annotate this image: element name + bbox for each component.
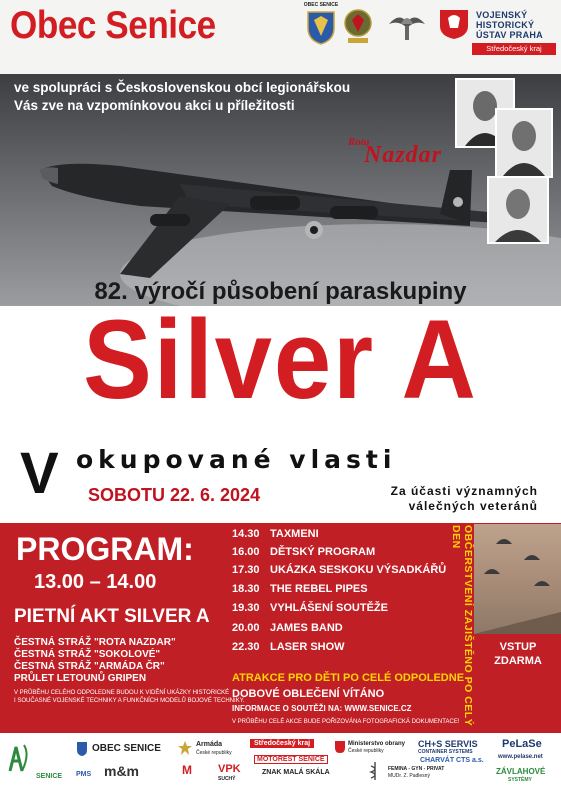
sponsor-charvat: CHARVÁT CTS a.s. (420, 757, 484, 764)
attraction-note: ATRAKCE PRO DĚTI PO CELÉ ODPOLEDNE (232, 672, 465, 684)
sponsor-strip (0, 733, 561, 792)
paratroopers-photo (474, 524, 561, 634)
soldier-portrait-icon (489, 178, 547, 242)
honor-guard-3: ČESTNÁ STRÁŽ "ARMÁDA ČR" (14, 661, 165, 672)
caduceus-icon (368, 761, 382, 781)
sponsor-pms: PMS (76, 771, 92, 778)
army-star-icon (177, 740, 193, 756)
sponsor-m-logo: M (182, 763, 192, 777)
sponsor-vpk-sub: SUCHÝ (218, 776, 236, 782)
obec-crest-icon (76, 741, 88, 757)
poster-title: Obec Senice (10, 4, 216, 47)
event-poster: Obec Senice OBEC SENICE VOJENSKÝ HISTORICKÝ ÚSTAV PRAHA Středočeský kraj ve spolupráci s Československou obcí legionářskou Vás zve na vzpomínkovou akci u příležitosti Rota Nazdar 82. výročí působení paraskupiny Silver A V okupované vlasti SOBOTU 22. 6. 2024 Za účasti významných válečných veteránů PROGRAM: 13.00 – 14.00 PIETNÍ AKT SILVER A ČESTNÁ STRÁŽ "ROTA NAZDAR" ČESTNÁ STRÁŽ "SOKOLOVÉ" ČESTNÁ STRÁŽ "ARMÁDA ČR" PRŮLET LETOUNŮ GRIPEN V PRŮBĚHU CELÉHO ODPOLEDNE BUDOU K VIDĚNÍ UKÁZKY HISTORICKÉ I SOUČASNÉ VOJENSKÉ TECHNIKY A FUNKČNÍCH MODELŮ BOJOVÉ TECHNIKY. 14.30 TAXMENI 16.00 DĚTSKÝ PROGRAM 17.30 UKÁZKA SESKOKU VÝSADKÁŘŮ 18.30 THE REBEL PIPES 19.30 VYHLÁŠENÍ SOUTĚŽE 20.00 JAMES BAND 22.30 LASER SHOW ATRAKCE PRO DĚTI PO CELÉ ODPOLEDNE DOBOVÉ OBLEČENÍ VÍTÁNO INFORMACE O SOUTĚŽI NA: WWW.SENICE.CZ V PRŮBĚHU CELÉ AKCE BUDE POŘIZOVÁNA FOTOGRAFICKÁ DOKUMENTACE! OBČERSTVENÍ ZAJIŠTĚNO PO CELÝ DEN VSTUP ZDARMA SENICE OBEC SENICE PMS m&m Armáda České republiky M VPK SUCHÝ Středočeský kraj MOTOREST SENICE ZNAK MALÁ SKÁLA Ministerstvo obrany České republiky FEMINA - GYN - PRIVAT MUDr. Z. Padlesný CH+S SERVIS CONTAINER SYSTEMS CHARVÁT CTS a.s. PeLaSe www.pelase.net ZÁVLAHOVÉ SYSTÉMY (0, 0, 561, 792)
subtitle-text: okupované vlasti (76, 445, 397, 474)
soldier-portrait-icon (497, 110, 551, 176)
sponsor-zavlahove: ZÁVLAHOVÉ (496, 767, 546, 776)
sponsor-chs: CH+S SERVIS (418, 739, 478, 749)
portrait-3 (487, 176, 549, 244)
region-bar: Středočeský kraj (472, 43, 556, 55)
poster-header (0, 0, 561, 74)
program-time: 13.00 – 14.00 (34, 571, 157, 593)
anniversary-heading: 82. výročí působení paraskupiny (94, 278, 467, 305)
sponsor-chs-sub: CONTAINER SYSTEMS (418, 749, 473, 755)
intro-line-1: ve spolupráci s Československou obcí legionářskou (14, 80, 351, 95)
sponsor-ministerstvo-sub: České republiky (348, 748, 384, 754)
sponsor-kraj: Středočeský kraj (250, 739, 314, 748)
costume-note: DOBOVÉ OBLEČENÍ VÍTÁNO (232, 688, 385, 700)
subtitle-v: V (20, 441, 59, 506)
refreshments-note: OBČERSTVENÍ ZAJIŠTĚNO PO CELÝ DEN (450, 525, 474, 727)
sponsor-senice: SENICE (36, 773, 63, 780)
ceremony-title: PIETNÍ AKT SILVER A (14, 606, 210, 627)
sponsor-pelase-sub: www.pelase.net (498, 754, 543, 760)
program-note-1: V PRŮBĚHU CELÉHO ODPOLEDNE BUDOU K VIDĚNÍ UKÁZKY HISTORICKÉ (14, 690, 230, 696)
sponsor-pelase: PeLaSe (502, 738, 542, 750)
vhu-name: VOJENSKÝ HISTORICKÝ ÚSTAV PRAHA (476, 10, 543, 40)
schedule-row: 14.30 TAXMENI (232, 528, 319, 540)
photo-info: V PRŮBĚHU CELÉ AKCE BUDE POŘIZOVÁNA FOTOGRAFICKÁ DOKUMENTACE! (232, 719, 460, 725)
sponsor-motorest: MOTOREST SENICE (254, 755, 328, 764)
ministry-crest-icon (334, 740, 346, 754)
schedule-row: 17.30 UKÁZKA SESKOKU VÝSADKÁŘŮ (232, 564, 447, 576)
contest-info: INFORMACE O SOUTĚŽI NA: WWW.SENICE.CZ (232, 704, 412, 713)
program-title: PROGRAM: (16, 531, 194, 567)
sponsor-femina: FEMINA - GYN - PRIVAT (388, 766, 445, 772)
intro-line-2: Vás zve na vzpomínkovou akci u příležitosti (14, 98, 295, 113)
honor-guard-1: ČESTNÁ STRÁŽ "ROTA NAZDAR" (14, 637, 176, 648)
sponsor-znak: ZNAK MALÁ SKÁLA (262, 769, 330, 776)
flyover: PRŮLET LETOUNŮ GRIPEN (14, 673, 147, 684)
sponsor-zavlahove-sub: SYSTÉMY (508, 777, 532, 783)
legion-emblem-icon (343, 6, 373, 46)
schedule-row: 19.30 VYHLÁŠENÍ SOUTĚŽE (232, 602, 388, 614)
sponsor-vpk: VPK (218, 763, 241, 775)
veterans-note: Za účasti významných válečných veteránů (390, 484, 538, 513)
event-date: SOBOTU 22. 6. 2024 (88, 485, 261, 505)
crest-label: OBEC SENICE (303, 2, 339, 8)
sponsor-armada-sub: České republiky (196, 750, 232, 756)
sponsor-femina-sub: MUDr. Z. Padlesný (388, 773, 430, 779)
sponsor-ministerstvo: Ministerstvo obrany (348, 741, 406, 747)
sponsor-mm: m&m (104, 763, 140, 779)
sponsor-armada: Armáda (196, 741, 223, 748)
paratrooper-wings-icon (385, 6, 429, 46)
sponsor-obec: OBEC SENICE (92, 743, 161, 754)
program-note-2: I SOUČASNÉ VOJENSKÉ TECHNIKY A FUNKČNÍCH MODELŮ BOJOVÉ TECHNIKY. (14, 698, 245, 704)
schedule-row: 16.00 DĚTSKÝ PROGRAM (232, 546, 376, 558)
parachutes-image (474, 524, 561, 634)
event-title: Silver A (83, 297, 478, 422)
schedule-row: 22.30 LASER SHOW (232, 641, 345, 653)
schedule-row: 20.00 JAMES BAND (232, 622, 343, 634)
honor-guard-2: ČESTNÁ STRÁŽ "SOKOLOVÉ" (14, 649, 161, 660)
senice-crest-icon (306, 6, 336, 46)
free-entry: VSTUP ZDARMA (494, 641, 542, 667)
senice-sponsor-icon (6, 741, 34, 775)
portrait-2 (495, 108, 553, 178)
vhu-lion-icon (436, 8, 472, 40)
schedule-row: 18.30 THE REBEL PIPES (232, 583, 368, 595)
